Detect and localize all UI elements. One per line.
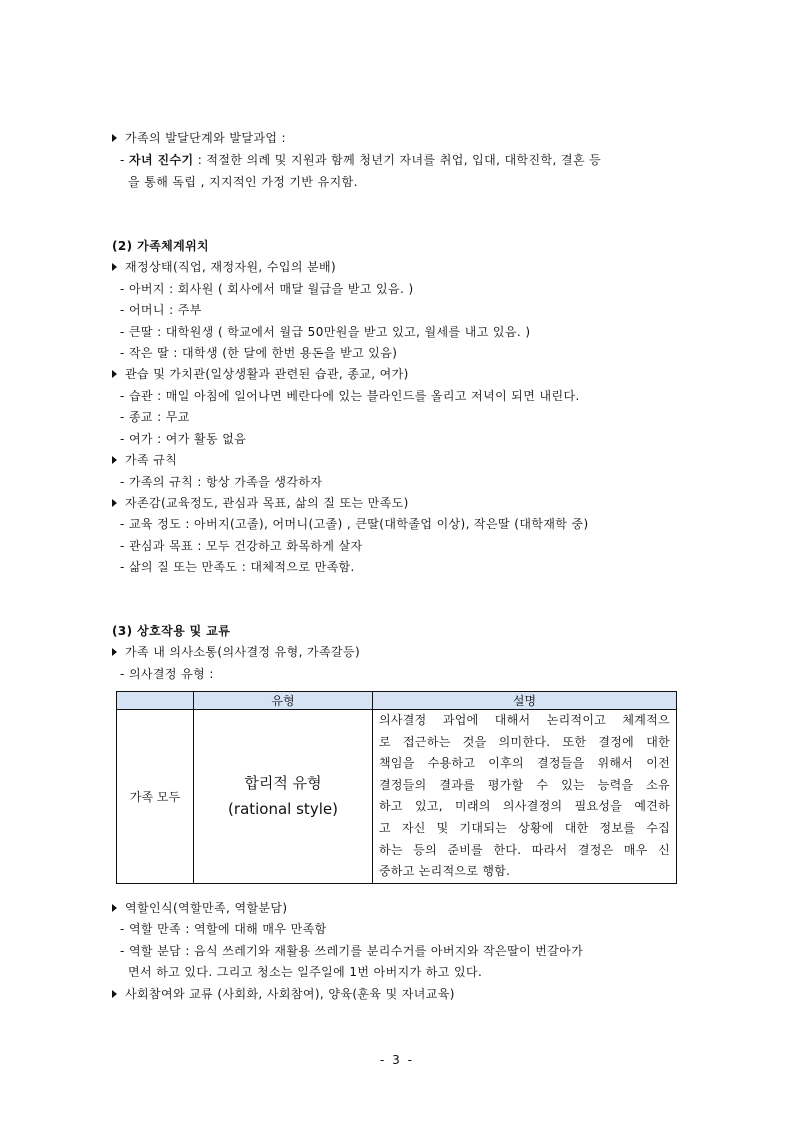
self-esteem-item: - 관심과 목표 : 모두 건강하고 화목하게 살자 xyxy=(120,539,363,553)
bullet-social-participation: 사회참여와 교류 (사회화, 사회참여), 양육(훈육 및 자녀교육) xyxy=(112,986,455,1002)
triangle-bullet-icon xyxy=(112,648,117,656)
customs-item: - 여가 : 여가 활동 없음 xyxy=(120,432,247,446)
decision-type-label: - 의사결정 유형 : xyxy=(120,667,214,681)
description-line: 중하고 논리적으로 행함. xyxy=(379,864,511,879)
finance-item: - 어머니 : 주부 xyxy=(120,303,202,317)
table-header-row xyxy=(117,692,677,710)
triangle-bullet-icon xyxy=(112,263,117,271)
bullet-developmental-stage: 가족의 발달단계와 발달과업 : xyxy=(112,130,286,146)
description-line: 고 자신 및 기대되는 상황에 대한 정보를 수집 xyxy=(379,820,670,835)
finance-item: - 큰딸 : 대학원생 ( 학교에서 월급 50만원을 받고 있고, 월세를 내고 있음. ) xyxy=(120,325,531,339)
bullet-role-recognition: 역할인식(역할만족, 역할분담) xyxy=(112,900,288,916)
customs-item: - 종교 : 무교 xyxy=(120,410,190,424)
role-item: - 역할 만족 : 역할에 대해 매우 만족함 xyxy=(120,922,327,936)
triangle-bullet-icon xyxy=(112,904,117,912)
page-number: - 3 - xyxy=(380,1053,414,1067)
table-header-description: 설명 xyxy=(373,692,677,710)
bullet-family-rules: 가족 규칙 xyxy=(112,452,177,468)
type-english: (rational style) xyxy=(228,800,338,819)
triangle-bullet-icon xyxy=(112,370,117,378)
table-header-type: 유형 xyxy=(194,692,373,710)
triangle-bullet-icon xyxy=(112,990,117,998)
launching-stage-line-2: 을 통해 독립 , 지지적인 가정 기반 유지함. xyxy=(128,175,358,189)
bullet-finance: 재정상태(직업, 재정자원, 수입의 분배) xyxy=(112,259,336,275)
table-row xyxy=(117,710,677,884)
description-line: 결정들의 결과를 평가할 수 있는 능력을 소유 xyxy=(379,777,670,792)
description-line: 하고 있고, 미래의 의사결정의 필요성을 예견하 xyxy=(379,799,670,814)
table-cell-description xyxy=(373,710,677,884)
table-header-empty xyxy=(117,692,194,710)
table-cell-type xyxy=(194,710,373,884)
description-line: 하는 등의 준비를 한다. 따라서 결정은 매우 신 xyxy=(379,842,670,857)
rules-item: - 가족의 규칙 : 항상 가족을 생각하자 xyxy=(120,475,323,489)
table-cell-who: 가족 모두 xyxy=(117,710,194,884)
customs-item: - 습관 : 매일 아침에 일어나면 베란다에 있는 블라인드를 올리고 저녁이 되면 내린다. xyxy=(120,389,580,403)
role-item: - 역할 분담 : 음식 쓰레기와 재활용 쓰레기를 분리수거를 아버지와 작은딸이 번갈아가 xyxy=(120,944,584,958)
triangle-bullet-icon xyxy=(112,134,117,142)
bullet-self-esteem: 자존감(교육정도, 관심과 목표, 삶의 질 또는 만족도) xyxy=(112,495,409,511)
section-heading-family-system: (2) 가족체계위치 xyxy=(112,239,210,253)
self-esteem-item: - 삶의 질 또는 만족도 : 대체적으로 만족함. xyxy=(120,560,355,574)
launching-stage-line: - 자녀 진수기 : 적절한 의례 및 지원과 함께 청년기 자녀를 취업, 입대, 대학진학, 결혼 등 xyxy=(120,153,602,167)
self-esteem-item: - 교육 정도 : 아버지(고졸), 어머니(고졸) , 큰딸(대학졸업 이상), 작은딸 (대학재학 중) xyxy=(120,517,589,531)
triangle-bullet-icon xyxy=(112,456,117,464)
bullet-customs-values: 관습 및 가치관(일상생활과 관련된 습관, 종교, 여가) xyxy=(112,366,409,382)
role-item-continued: 면서 하고 있다. 그리고 청소는 일주일에 1번 아버지가 하고 있다. xyxy=(128,965,483,979)
section-heading-interaction: (3) 상호작용 및 교류 xyxy=(112,624,231,638)
triangle-bullet-icon xyxy=(112,499,117,507)
description-line: 책임을 수용하고 이후의 결정들을 위해서 이전 xyxy=(379,756,670,771)
decision-type-table xyxy=(116,691,677,884)
bullet-communication: 가족 내 의사소통(의사결정 유형, 가족갈등) xyxy=(112,644,360,660)
finance-item: - 아버지 : 회사원 ( 회사에서 매달 월급을 받고 있음. ) xyxy=(120,282,414,296)
finance-item: - 작은 딸 : 대학생 (한 달에 한번 용돈을 받고 있음) xyxy=(120,346,398,360)
type-korean: 합리적 유형 xyxy=(244,774,322,793)
description-line: 로 접근하는 것을 의미한다. 또한 결정에 대한 xyxy=(379,734,670,749)
description-line: 의사결정 과업에 대해서 논리적이고 체계적으 xyxy=(379,713,670,727)
